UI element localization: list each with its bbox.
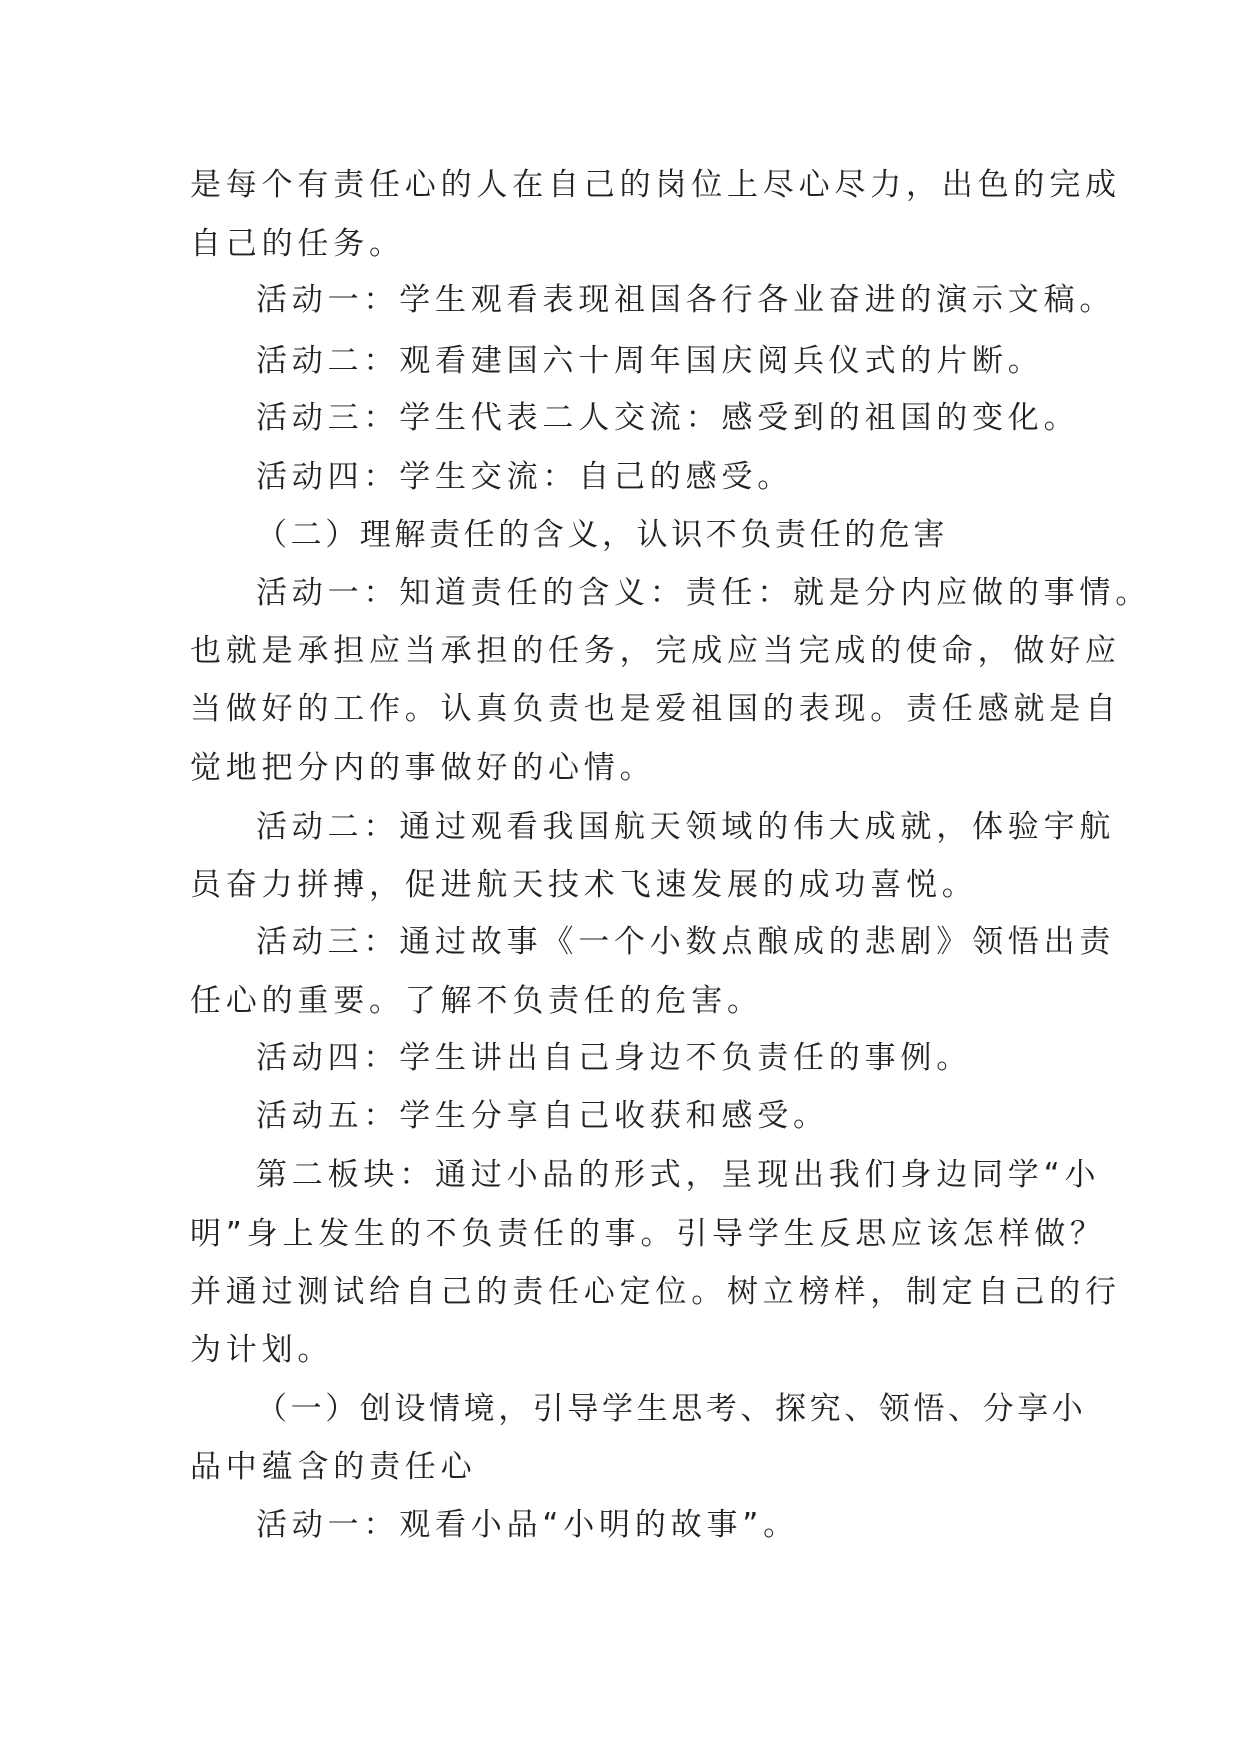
text-line: 活动二：观看建国六十周年国庆阅兵仪式的片断。 bbox=[256, 343, 1044, 379]
text-line: 并通过测试给自己的责任心定位。树立榜样，制定自己的行 bbox=[190, 1274, 1121, 1310]
text-line: 自己的任务。 bbox=[190, 226, 405, 262]
text-line: 活动三：通过故事《一个小数点酿成的悲剧》领悟出责 bbox=[256, 924, 1116, 960]
text-line: 员奋力拼搏，促进航天技术飞速发展的成功喜悦。 bbox=[190, 867, 978, 903]
text-line: 活动一：观看小品“小明的故事”。 bbox=[256, 1507, 799, 1543]
text-line: 活动三：学生代表二人交流：感受到的祖国的变化。 bbox=[256, 400, 1080, 436]
text-line: 明”身上发生的不负责任的事。引导学生反思应该怎样做？ bbox=[190, 1216, 1106, 1252]
text-line: 也就是承担应当承担的任务，完成应当完成的使命，做好应 bbox=[190, 633, 1121, 669]
text-line: 活动五：学生分享自己收获和感受。 bbox=[256, 1098, 829, 1134]
text-line: 活动四：学生交流：自己的感受。 bbox=[256, 459, 793, 495]
text-line: 为计划。 bbox=[190, 1332, 334, 1368]
text-line: 当做好的工作。认真负责也是爱祖国的表现。责任感就是自 bbox=[190, 691, 1121, 727]
text-line: 任心的重要。了解不负责任的危害。 bbox=[190, 983, 763, 1019]
text-line: 活动四：学生讲出自己身边不负责任的事例。 bbox=[256, 1040, 972, 1076]
text-line: 觉地把分内的事做好的心情。 bbox=[190, 750, 656, 786]
text-line: 品中蕴含的责任心 bbox=[190, 1449, 477, 1485]
section-heading: （一）创设情境，引导学生思考、探究、领悟、分享小 bbox=[256, 1391, 1087, 1427]
text-line: 第二板块：通过小品的形式，呈现出我们身边同学“小 bbox=[256, 1157, 1101, 1193]
text-line: 是每个有责任心的人在自己的岗位上尽心尽力，出色的完成 bbox=[190, 167, 1121, 203]
text-line: 活动二：通过观看我国航天领域的伟大成就，体验宇航 bbox=[256, 809, 1116, 845]
text-line: 活动一：知道责任的含义：责任：就是分内应做的事情。 bbox=[256, 575, 1151, 611]
section-heading: （二）理解责任的含义，认识不负责任的危害 bbox=[256, 517, 948, 553]
text-line: 活动一：学生观看表现祖国各行各业奋进的演示文稿。 bbox=[256, 282, 1116, 318]
